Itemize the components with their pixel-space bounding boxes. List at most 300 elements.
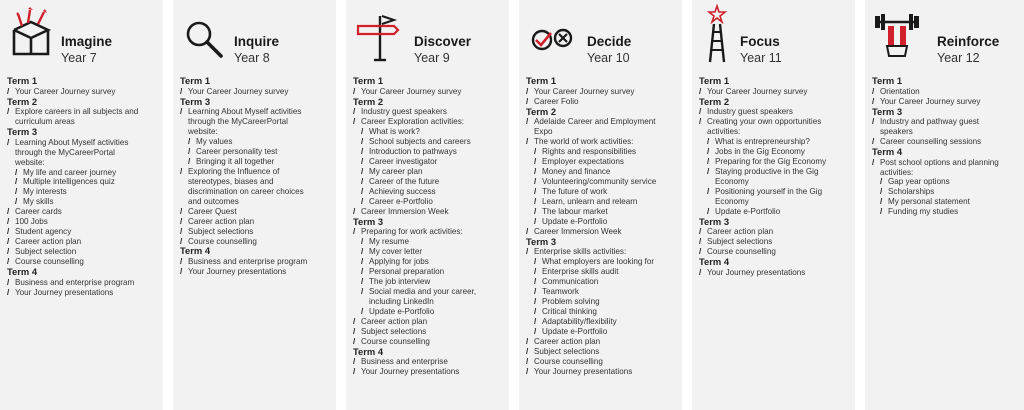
activity-text: Career action plan bbox=[534, 336, 601, 346]
activity-item bbox=[872, 127, 1020, 137]
activity-text: Industry and pathway guest bbox=[880, 117, 979, 127]
activity-text: discrimination on career choices bbox=[188, 186, 304, 196]
slash-bullet-icon: / bbox=[526, 86, 529, 96]
activity-item bbox=[526, 347, 678, 357]
sub-activity-item bbox=[180, 147, 332, 157]
activity-text: Career Exploration activities: bbox=[361, 117, 465, 127]
column-header bbox=[698, 0, 855, 72]
activity-item bbox=[180, 217, 332, 227]
activity-text: Career action plan bbox=[188, 216, 255, 226]
sub-activity-item bbox=[353, 157, 505, 167]
activity-item bbox=[353, 117, 505, 127]
sub-activity-item bbox=[872, 187, 1020, 197]
slash-bullet-icon: / bbox=[7, 277, 10, 287]
activity-item bbox=[353, 367, 505, 377]
sub-activity-item bbox=[353, 277, 505, 287]
slash-bullet-icon: / bbox=[180, 236, 183, 246]
activity-item bbox=[7, 237, 159, 247]
slash-bullet-icon: / bbox=[534, 306, 537, 316]
activity-text: Economy bbox=[715, 196, 749, 206]
activity-text: including LinkedIn bbox=[369, 296, 434, 306]
activity-text: Course counselling bbox=[15, 257, 84, 267]
slash-bullet-icon: / bbox=[872, 137, 875, 146]
slash-bullet-icon: / bbox=[353, 357, 356, 367]
sub-activity-item bbox=[526, 197, 678, 207]
activity-item bbox=[526, 367, 678, 377]
activity-item bbox=[353, 327, 505, 337]
activity-item bbox=[7, 207, 159, 217]
activity-text: Adelaide Career and Employment bbox=[534, 117, 656, 127]
activity-item bbox=[180, 237, 332, 247]
slash-bullet-icon: / bbox=[534, 146, 537, 156]
slash-bullet-icon: / bbox=[526, 226, 529, 236]
sub-activity-item bbox=[353, 247, 505, 257]
activity-text: curriculum areas bbox=[15, 117, 75, 127]
activity-item bbox=[353, 357, 505, 367]
activity-item bbox=[180, 177, 332, 187]
activity-item bbox=[699, 107, 851, 117]
sub-activity-item bbox=[353, 257, 505, 267]
sub-activity-item bbox=[526, 217, 678, 227]
column-inquire bbox=[173, 0, 336, 410]
activity-text: Career Folio bbox=[534, 96, 579, 106]
activity-text: Adaptability/flexibility bbox=[542, 316, 617, 326]
slash-bullet-icon: / bbox=[361, 306, 364, 316]
slash-bullet-icon: / bbox=[7, 207, 10, 217]
activity-item bbox=[526, 87, 678, 97]
activity-item bbox=[872, 87, 1020, 97]
sub-activity-item bbox=[353, 287, 505, 297]
sub-activity-item bbox=[526, 277, 678, 287]
term-heading: Term 3 bbox=[7, 126, 38, 138]
slash-bullet-icon: / bbox=[7, 287, 10, 297]
term-list bbox=[699, 76, 851, 278]
slash-bullet-icon: / bbox=[353, 326, 356, 336]
activity-item bbox=[699, 227, 851, 237]
activity-text: Your Journey presentations bbox=[188, 267, 287, 277]
activity-text: Funding my studies bbox=[888, 207, 959, 217]
activity-item bbox=[699, 117, 851, 127]
activity-text: Communication bbox=[542, 276, 599, 286]
slash-bullet-icon: / bbox=[880, 197, 883, 207]
slash-bullet-icon: / bbox=[353, 107, 356, 117]
activity-text: Enterprise skills audit bbox=[542, 267, 619, 277]
column-discover bbox=[346, 0, 509, 410]
slash-bullet-icon: / bbox=[880, 207, 883, 217]
activity-text: My interests bbox=[23, 187, 67, 197]
activity-item bbox=[699, 268, 851, 278]
sub-activity-item bbox=[526, 257, 678, 267]
slash-bullet-icon: / bbox=[361, 156, 364, 166]
activity-item bbox=[526, 97, 678, 107]
activity-item bbox=[526, 127, 678, 137]
activity-text: Career e-Portfolio bbox=[369, 196, 433, 206]
slash-bullet-icon: / bbox=[534, 326, 537, 336]
slash-bullet-icon: / bbox=[15, 177, 18, 187]
activity-text: Personal preparation bbox=[369, 267, 445, 277]
slash-bullet-icon: / bbox=[534, 166, 537, 176]
slash-bullet-icon: / bbox=[534, 196, 537, 206]
sub-activity-item bbox=[353, 187, 505, 197]
column-title: Imagine bbox=[61, 34, 113, 49]
activity-text: Employer expectations bbox=[542, 156, 624, 166]
activity-text: My values bbox=[196, 137, 233, 146]
slash-bullet-icon: / bbox=[699, 86, 702, 96]
column-year: Year 8 bbox=[234, 51, 270, 65]
activity-text: Career investigator bbox=[369, 156, 438, 166]
activity-item bbox=[872, 117, 1020, 127]
slash-bullet-icon: / bbox=[872, 96, 875, 106]
activity-item bbox=[353, 87, 505, 97]
sub-activity-item bbox=[526, 327, 678, 337]
activity-text: Subject selections bbox=[361, 326, 427, 336]
activity-text: speakers bbox=[880, 127, 913, 137]
slash-bullet-icon: / bbox=[15, 187, 18, 197]
activity-text: Career action plan bbox=[15, 237, 82, 247]
slash-bullet-icon: / bbox=[872, 117, 875, 127]
activity-text: Career cards bbox=[15, 207, 62, 217]
column-header bbox=[871, 0, 1024, 72]
slash-bullet-icon: / bbox=[872, 157, 875, 167]
term-list bbox=[526, 76, 678, 377]
sub-activity-item bbox=[526, 207, 678, 217]
activity-item bbox=[7, 288, 159, 298]
slash-bullet-icon: / bbox=[180, 107, 183, 117]
slash-bullet-icon: / bbox=[353, 367, 356, 377]
activity-text: Subject selections bbox=[707, 237, 773, 247]
activity-text: and outcomes bbox=[188, 196, 239, 206]
slash-bullet-icon: / bbox=[534, 276, 537, 286]
slash-bullet-icon: / bbox=[534, 267, 537, 277]
slash-bullet-icon: / bbox=[15, 167, 18, 177]
term-heading: Term 2 bbox=[526, 105, 557, 117]
sub-activity-item bbox=[699, 167, 851, 177]
activity-item bbox=[7, 138, 159, 148]
slash-bullet-icon: / bbox=[534, 176, 537, 186]
activity-item bbox=[526, 247, 678, 257]
slash-bullet-icon: / bbox=[180, 216, 183, 226]
slash-bullet-icon: / bbox=[361, 166, 364, 176]
slash-bullet-icon: / bbox=[699, 237, 702, 247]
sub-activity-item bbox=[353, 177, 505, 187]
activity-item bbox=[872, 158, 1020, 168]
activity-text: Positioning yourself in the Gig bbox=[715, 186, 823, 196]
activity-text: Subject selections bbox=[534, 346, 600, 356]
activity-item bbox=[526, 357, 678, 367]
slash-bullet-icon: / bbox=[7, 137, 10, 147]
activity-text: My cover letter bbox=[369, 247, 423, 257]
slash-bullet-icon: / bbox=[707, 206, 710, 216]
activity-text: Teamwork bbox=[542, 286, 579, 296]
activity-text: My career plan bbox=[369, 166, 423, 176]
slash-bullet-icon: / bbox=[361, 276, 364, 286]
slash-bullet-icon: / bbox=[353, 86, 356, 96]
slash-bullet-icon: / bbox=[180, 257, 183, 267]
activity-text: Volunteering/community service bbox=[542, 176, 657, 186]
activity-text: Scholarships bbox=[888, 187, 935, 197]
activity-text: Update e-Portfolio bbox=[369, 306, 435, 316]
activity-item bbox=[180, 197, 332, 207]
check-cross-icon bbox=[527, 4, 575, 64]
column-year: Year 10 bbox=[587, 51, 630, 65]
slash-bullet-icon: / bbox=[880, 187, 883, 197]
slash-bullet-icon: / bbox=[7, 86, 10, 96]
activity-text: Staying productive in the Gig bbox=[715, 166, 819, 176]
sub-activity-item bbox=[7, 187, 159, 197]
column-title: Decide bbox=[587, 34, 632, 49]
slash-bullet-icon: / bbox=[361, 237, 364, 247]
activity-text: Your Journey presentations bbox=[707, 267, 806, 277]
slash-bullet-icon: / bbox=[361, 257, 364, 267]
slash-bullet-icon: / bbox=[353, 206, 356, 216]
column-year: Year 11 bbox=[740, 51, 782, 65]
sub-activity-item bbox=[526, 297, 678, 307]
sub-activity-item bbox=[526, 147, 678, 157]
slash-bullet-icon: / bbox=[7, 107, 10, 117]
slash-bullet-icon: / bbox=[353, 336, 356, 346]
slash-bullet-icon: / bbox=[699, 267, 702, 277]
activity-item bbox=[180, 117, 332, 127]
slash-bullet-icon: / bbox=[7, 257, 10, 267]
activity-text: Achieving success bbox=[369, 186, 436, 196]
activity-text: Your Career Journey survey bbox=[880, 96, 981, 106]
column-title: Reinforce bbox=[937, 34, 1000, 49]
activity-text: activities: bbox=[880, 167, 914, 177]
activity-text: Business and enterprise program bbox=[188, 257, 308, 267]
activity-item bbox=[526, 137, 678, 147]
column-year: Year 12 bbox=[937, 51, 980, 65]
activity-item bbox=[872, 97, 1020, 107]
activity-text: Course counselling bbox=[361, 336, 430, 346]
magnifying-glass-icon bbox=[181, 4, 229, 64]
slash-bullet-icon: / bbox=[353, 316, 356, 326]
slash-bullet-icon: / bbox=[7, 247, 10, 257]
term-heading: Term 3 bbox=[526, 235, 557, 247]
term-heading: Term 4 bbox=[699, 256, 730, 268]
slash-bullet-icon: / bbox=[353, 117, 356, 127]
activity-text: Rights and responsibilities bbox=[542, 146, 637, 156]
slash-bullet-icon: / bbox=[707, 137, 710, 146]
activity-item bbox=[180, 87, 332, 97]
activity-text: Critical thinking bbox=[542, 306, 597, 316]
activity-text: Your Career Journey survey bbox=[534, 86, 635, 96]
slash-bullet-icon: / bbox=[699, 227, 702, 237]
sub-activity-item bbox=[353, 127, 505, 137]
activity-item bbox=[699, 247, 851, 257]
term-heading: Term 1 bbox=[7, 75, 38, 86]
activity-item bbox=[699, 87, 851, 97]
activity-text: Career of the future bbox=[369, 176, 440, 186]
slash-bullet-icon: / bbox=[526, 117, 529, 127]
column-header bbox=[6, 0, 163, 72]
activity-text: My resume bbox=[369, 237, 410, 247]
slash-bullet-icon: / bbox=[188, 137, 191, 146]
slash-bullet-icon: / bbox=[361, 267, 364, 277]
sub-activity-item bbox=[7, 197, 159, 207]
column-title: Focus bbox=[740, 34, 780, 49]
slash-bullet-icon: / bbox=[361, 176, 364, 186]
activity-text: through the MyCareerPortal bbox=[15, 147, 115, 157]
sub-activity-item bbox=[526, 287, 678, 297]
column-reinforce bbox=[865, 0, 1024, 410]
gift-box-icon bbox=[8, 4, 56, 64]
sub-activity-item bbox=[526, 167, 678, 177]
slash-bullet-icon: / bbox=[534, 286, 537, 296]
slash-bullet-icon: / bbox=[707, 186, 710, 196]
activity-item bbox=[180, 187, 332, 197]
sub-activity-item bbox=[699, 177, 851, 187]
sub-activity-item bbox=[872, 207, 1020, 217]
activity-text: Career counselling sessions bbox=[880, 137, 982, 146]
activity-text: Update e-Portfolio bbox=[542, 326, 608, 336]
activity-item bbox=[7, 107, 159, 117]
activity-text: Multiple intelligences quiz bbox=[23, 177, 115, 187]
slash-bullet-icon: / bbox=[699, 117, 702, 127]
slash-bullet-icon: / bbox=[534, 257, 537, 267]
activity-text: The future of work bbox=[542, 186, 608, 196]
term-list bbox=[353, 76, 505, 377]
activity-item bbox=[180, 257, 332, 267]
activity-text: Career Immersion Week bbox=[361, 206, 449, 216]
column-year: Year 7 bbox=[61, 51, 97, 65]
term-heading: Term 4 bbox=[353, 345, 384, 357]
term-list bbox=[7, 76, 159, 298]
activity-item bbox=[353, 227, 505, 237]
activity-text: Industry guest speakers bbox=[361, 107, 447, 117]
column-title: Discover bbox=[414, 34, 472, 49]
slash-bullet-icon: / bbox=[188, 146, 191, 156]
activity-item bbox=[180, 167, 332, 177]
activity-item bbox=[180, 227, 332, 237]
sub-activity-item bbox=[526, 267, 678, 277]
activity-text: Career personality test bbox=[196, 146, 278, 156]
activity-text: Course counselling bbox=[534, 356, 603, 366]
sub-activity-item bbox=[180, 137, 332, 147]
activity-text: Explore careers in all subjects and bbox=[15, 107, 139, 117]
term-list bbox=[872, 76, 1020, 217]
activity-item bbox=[353, 337, 505, 347]
term-heading: Term 1 bbox=[872, 75, 903, 86]
term-heading: Term 1 bbox=[353, 75, 384, 86]
slash-bullet-icon: / bbox=[707, 146, 710, 156]
activity-text: School subjects and careers bbox=[369, 137, 471, 146]
activity-text: activities: bbox=[707, 127, 741, 137]
activity-text: My life and career journey bbox=[23, 167, 117, 177]
sub-activity-item bbox=[872, 177, 1020, 187]
activity-item bbox=[526, 227, 678, 237]
activity-text: Industry guest speakers bbox=[707, 107, 793, 117]
activity-item bbox=[7, 247, 159, 257]
activity-item bbox=[699, 237, 851, 247]
slash-bullet-icon: / bbox=[7, 217, 10, 227]
activity-text: Applying for jobs bbox=[369, 257, 429, 267]
activity-item bbox=[180, 107, 332, 117]
slash-bullet-icon: / bbox=[534, 206, 537, 216]
activity-text: Enterprise skills activities: bbox=[534, 247, 627, 257]
activity-text: Learn, unlearn and relearn bbox=[542, 196, 638, 206]
sub-activity-item bbox=[526, 157, 678, 167]
slash-bullet-icon: / bbox=[699, 247, 702, 257]
sub-activity-item bbox=[699, 147, 851, 157]
signpost-icon bbox=[354, 4, 402, 64]
activity-text: Subject selections bbox=[188, 226, 254, 236]
activity-text: through the MyCareerPortal bbox=[188, 117, 288, 127]
activity-text: website: bbox=[15, 157, 45, 167]
sub-activity-item bbox=[353, 167, 505, 177]
term-heading: Term 3 bbox=[699, 215, 730, 227]
slash-bullet-icon: / bbox=[534, 216, 537, 226]
activity-text: The world of work activities: bbox=[534, 137, 634, 146]
activity-text: stereotypes, biases and bbox=[188, 176, 274, 186]
slash-bullet-icon: / bbox=[180, 206, 183, 216]
term-heading: Term 3 bbox=[872, 105, 903, 117]
slash-bullet-icon: / bbox=[7, 237, 10, 247]
activity-text: Career Quest bbox=[188, 206, 237, 216]
slash-bullet-icon: / bbox=[707, 166, 710, 176]
activity-item bbox=[180, 267, 332, 277]
activity-text: Jobs in the Gig Economy bbox=[715, 146, 805, 156]
slash-bullet-icon: / bbox=[361, 146, 364, 156]
slash-bullet-icon: / bbox=[699, 107, 702, 117]
activity-text: Money and finance bbox=[542, 166, 611, 176]
sub-activity-item bbox=[526, 177, 678, 187]
activity-text: Your Career Journey survey bbox=[707, 86, 808, 96]
slash-bullet-icon: / bbox=[180, 86, 183, 96]
activity-text: Expo bbox=[534, 127, 553, 137]
slash-bullet-icon: / bbox=[872, 86, 875, 96]
term-heading: Term 1 bbox=[180, 75, 211, 86]
term-heading: Term 1 bbox=[699, 75, 730, 86]
term-heading: Term 4 bbox=[872, 145, 903, 157]
activity-text: Subject selection bbox=[15, 247, 77, 257]
slash-bullet-icon: / bbox=[180, 166, 183, 176]
term-heading: Term 2 bbox=[699, 95, 730, 107]
slash-bullet-icon: / bbox=[361, 127, 364, 137]
activity-text: Economy bbox=[715, 176, 749, 186]
activity-text: Learning About Myself activities bbox=[188, 107, 302, 117]
term-heading: Term 4 bbox=[7, 266, 38, 278]
slash-bullet-icon: / bbox=[188, 156, 191, 166]
term-heading: Term 3 bbox=[180, 95, 211, 107]
activity-text: Gap year options bbox=[888, 177, 950, 187]
sub-activity-item bbox=[353, 267, 505, 277]
column-year: Year 9 bbox=[414, 51, 450, 65]
column-header bbox=[179, 0, 336, 72]
slash-bullet-icon: / bbox=[526, 137, 529, 146]
activity-text: Learning About Myself activities bbox=[15, 137, 129, 147]
activity-item bbox=[526, 117, 678, 127]
sub-activity-item bbox=[180, 157, 332, 167]
slash-bullet-icon: / bbox=[526, 366, 529, 376]
activity-text: Your Career Journey survey bbox=[188, 86, 289, 96]
activity-item bbox=[7, 158, 159, 168]
sub-activity-item bbox=[526, 187, 678, 197]
activity-item bbox=[353, 207, 505, 217]
sub-activity-item bbox=[699, 207, 851, 217]
activity-text: 100 Jobs bbox=[15, 217, 48, 227]
activity-text: Update e-Portfolio bbox=[542, 216, 608, 226]
activity-text: My skills bbox=[23, 197, 54, 207]
slash-bullet-icon: / bbox=[180, 226, 183, 236]
slash-bullet-icon: / bbox=[534, 186, 537, 196]
activity-text: Business and enterprise bbox=[361, 357, 448, 367]
slash-bullet-icon: / bbox=[526, 96, 529, 106]
activity-text: Problem solving bbox=[542, 296, 600, 306]
slash-bullet-icon: / bbox=[526, 346, 529, 356]
activity-text: What employers are looking for bbox=[542, 257, 655, 267]
column-imagine bbox=[0, 0, 163, 410]
sub-activity-item bbox=[353, 197, 505, 207]
